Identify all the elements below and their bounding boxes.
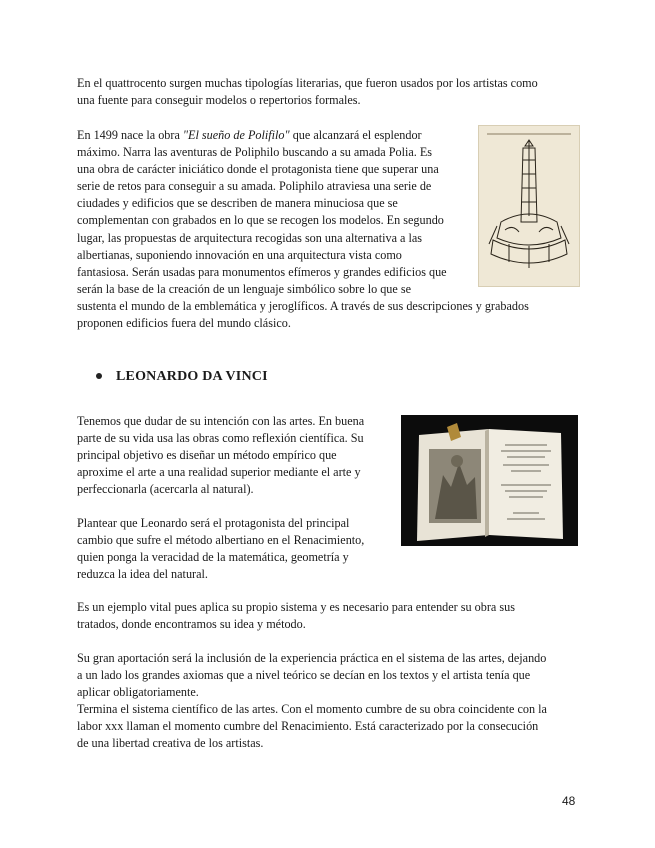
text-line: Es un ejemplo vital pues aplica su propio sistema y es necesario para entender su obra sus: [77, 600, 515, 614]
text-line: quien ponga la veracidad de la matemática, geometría y: [77, 550, 349, 565]
engraving-image: [478, 125, 580, 287]
leonardo-paragraph-2: [77, 515, 364, 583]
section-heading-text: LEONARDO DA VINCI: [116, 369, 268, 384]
leonardo-paragraph-1: [77, 413, 364, 498]
text-line: aplicar obligatoriamente.: [77, 685, 199, 700]
engraving-illustration: [479, 126, 579, 286]
text-line: a un lado los grandes axiomas que a nivel teórico se decían en los textos y el artista tenía que: [77, 668, 531, 683]
text-line: aproxime el arte a una realidad superior mediante el arte y: [77, 465, 361, 480]
text-line: una obra de carácter iniciático donde el protagonista tiene que superar una: [77, 162, 439, 177]
text-line: máximo. Narra las aventuras de Poliphilo buscando a su amada Polia. Es: [77, 145, 433, 160]
text-line: En el quattrocento surgen muchas tipologías literarias, que fueron usados por los artistas como: [77, 76, 538, 90]
open-book-image: [401, 415, 578, 546]
text-line: sustenta el mundo de la emblemática y jeroglíficos. A través de sus descripciones y grabados: [77, 298, 529, 313]
text-line: perfeccionarla (acercarla al natural).: [77, 482, 254, 497]
intro-paragraph: [77, 75, 538, 109]
leonardo-paragraph-3: [77, 599, 515, 633]
text-line: complementan con grabados en lo que se recogen los modelos. En segundo: [77, 213, 444, 228]
text-line: serán la base de la creación de un lenguaje simbólico sobre lo que se: [77, 281, 412, 296]
text-line: lugar, las propuestas de arquitectura recogidas son una alternativa a las: [77, 230, 423, 245]
text-line: Tenemos que dudar de su intención con las artes. En buena: [77, 414, 365, 428]
text-line: Plantear que Leonardo será el protagonista del principal: [77, 516, 350, 530]
page-number: 48: [562, 794, 576, 808]
text-line: parte de su vida usa las obras como reflexión científica. Su: [77, 431, 364, 446]
text-line: fantasiosa. Serán usadas para monumentos efímeros y grandes edificios que: [77, 264, 447, 279]
text-line: proponen edificios fuera del mundo clásico.: [77, 316, 291, 331]
bullet-icon: [96, 373, 102, 379]
text-line: albertianas, suponiendo innovación en una arquitectura vista como: [77, 247, 402, 262]
book-title: "El sueño de Polifilo": [182, 128, 290, 142]
text-line: Su gran aportación será la inclusión de la experiencia práctica en el sistema de las artes, dejando: [77, 651, 547, 665]
text-line: serie de retos para conseguir a su amada. Poliphilo atraviesa una serie de: [77, 179, 432, 194]
text-line: [77, 127, 529, 144]
text-line: cambio que sufre el método albertiano en el Renacimiento,: [77, 533, 365, 548]
text-fragment: En 1499 nace la obra: [77, 128, 183, 142]
leonardo-paragraph-4: [77, 650, 547, 753]
text-line: una fuente para conseguir modelos o repertorios formales.: [77, 93, 361, 108]
text-line: ciudades y edificios que se describen de manera minuciosa que se: [77, 196, 398, 211]
text-line: labor xxx llaman el momento cumbre del Renacimiento. Está caracterizado por la consecución: [77, 719, 539, 734]
text-line: reduzca la idea del natural.: [77, 567, 208, 582]
text-line: de una libertad creativa de los artistas.: [77, 736, 264, 751]
open-book-illustration: [401, 415, 578, 546]
text-fragment: que alcanzará el esplendor: [289, 128, 422, 142]
text-line: principal objetivo es diseñar un método empírico que: [77, 448, 337, 463]
poliphilo-paragraph: [77, 127, 529, 332]
text-line: tratados, donde encontramos su idea y método.: [77, 617, 306, 632]
text-line: Termina el sistema científico de las artes. Con el momento cumbre de su obra coincidente con la: [77, 702, 547, 717]
